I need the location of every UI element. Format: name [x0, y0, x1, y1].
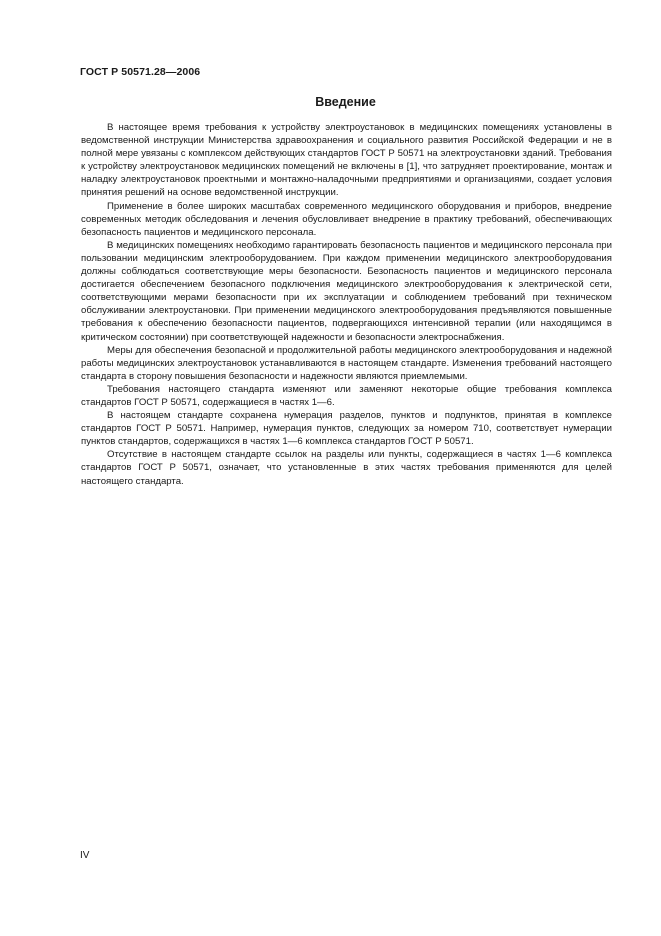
introduction-body [81, 121, 612, 488]
paragraph: В настоящем стандарте сохранена нумерация разделов, пунктов и подпунктов, принятая в комплексе стандартов ГОСТ Р 50571. Например, нумерация пунктов, следующих за номером 710, соответствует нумерации пунктов стандартов, содержащихся в частях 1—6 комплекса стандартов ГОСТ Р 50571. [81, 410, 612, 448]
paragraph: В медицинских помещениях необходимо гарантировать безопасность пациентов и медицинского персонала при пользовании медицинским электрооборудованием. При каждом применении медицинского электрооборудования должны соблюдаться соответствующие меры безопасности. Безопасность пациентов и медицинского персонала достигается обеспечением безопасного подключения медицинского электрооборудования к электрической сети, соответствующими мерами безопасности при их эксплуатации и соблюдением требований при техническом обслуживании электроустановки. При применении медицинского электрооборудования предъявляются повышенные требования к обеспечению безопасности пациентов, подвергающихся интенсивной терапии (или находящимся в критическом состоянии) при соответствующей надежности и безопасности электроснабжения. [81, 239, 612, 343]
paragraph: Применение в более широких масштабах современного медицинского оборудования и приборов, внедрение современных методик обследования и лечения обусловливает внедрение в практику требований, обеспечивающих безопасность пациентов и медицинского персонала. [81, 200, 612, 238]
paragraph: Требования настоящего стандарта изменяют или заменяют некоторые общие требования комплекса стандартов ГОСТ Р 50571, содержащиеся в частях 1—6. [81, 383, 612, 408]
paragraph: Меры для обеспечения безопасной и продолжительной работы медицинского электрооборудования и надежной работы медицинских электроустановок устанавливаются в настоящем стандарте. Изменения требований настоящего стандарта в сторону повышения безопасности и надежности являются приемлемыми. [81, 344, 612, 382]
page-title: Введение [315, 95, 376, 109]
page-number: IV [80, 850, 90, 861]
paragraph: В настоящее время требования к устройству электроустановок в медицинских помещениях установлены в ведомственной инструкции Министерства здравоохранения и социального развития Российской Федерации и не в полной мере увязаны с комплексом действующих стандартов ГОСТ Р 50571 на электроустановки зданий. Требования к устройству электроустановок медицинских помещений не включены в [1], что затрудняет проектирование, монтаж и наладку электроустановок проектными и монтажно-наладочными предприятиями и организациями, создает условия принятия решений на основе ведомственной инструкции. [81, 122, 612, 199]
paragraph: Отсутствие в настоящем стандарте ссылок на разделы или пункты, содержащиеся в частях 1—6 комплекса стандартов ГОСТ Р 50571, означает, что установленные в этих частях требования применяются для целей настоящего стандарта. [81, 449, 612, 487]
document-code-header: ГОСТ Р 50571.28—2006 [80, 66, 201, 78]
